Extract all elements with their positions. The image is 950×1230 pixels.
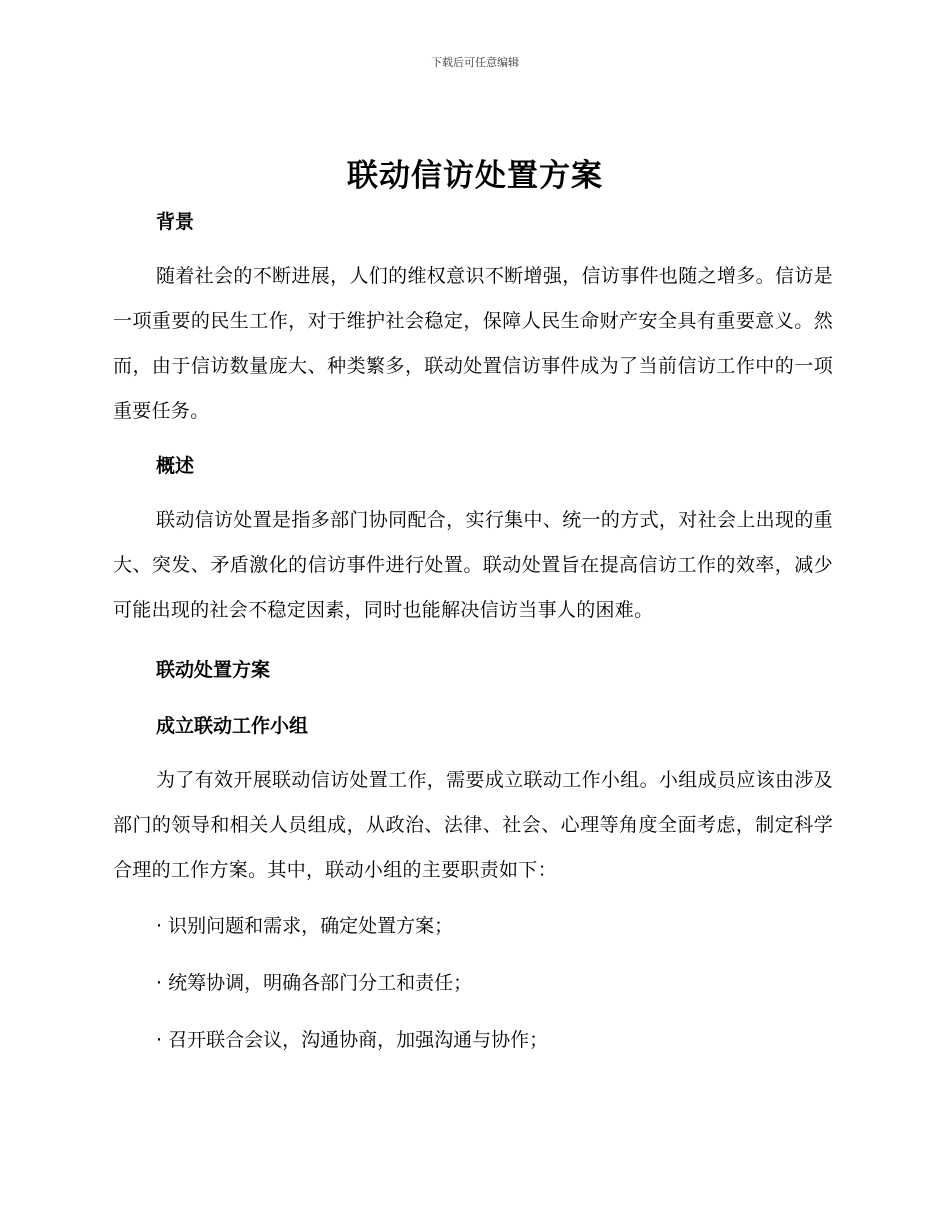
section-heading-group: 成立联动工作小组: [156, 715, 309, 737]
header-note: 下载后可任意编辑: [431, 56, 519, 69]
document-body: [113, 201, 833, 1075]
bullet-item: · 识别问题和需求，确定处置方案；: [156, 915, 454, 937]
bullet-item: · 召开联合会议，沟通协商，加强沟通与协作；: [156, 1029, 549, 1051]
paragraph-group: 为了有效开展联动信访处置工作，需要成立联动工作小组。小组成员应该由涉及部门的领导和相关人员组成，从政治、法律、社会、心理等角度全面考虑，制定科学合理的工作方案。其中，联动小组的主要职责如下：: [113, 769, 833, 881]
paragraph-background: 随着社会的不断进展，人们的维权意识不断增强，信访事件也随之增多。信访是一项重要的民生工作，对于维护社会稳定，保障人民生命财产安全具有重要意义。然而，由于信访数量庞大、种类繁多，联动处置信访事件成为了当前信访工作中的一项重要任务。: [113, 265, 833, 422]
bullet-item: · 统筹协调，明确各部门分工和责任；: [156, 972, 473, 994]
paragraph-overview: 联动信访处置是指多部门协同配合，实行集中、统一的方式，对社会上出现的重大、突发、矛盾激化的信访事件进行处置。联动处置旨在提高信访工作的效率，减少可能出现的社会不稳定因素，同时也能解决信访当事人的困难。: [113, 509, 833, 621]
section-heading-overview: 概述: [156, 455, 195, 477]
document-title: 联动信访处置方案: [347, 158, 603, 194]
section-heading-background: 背景: [156, 211, 195, 233]
section-heading-plan: 联动处置方案: [156, 659, 271, 681]
